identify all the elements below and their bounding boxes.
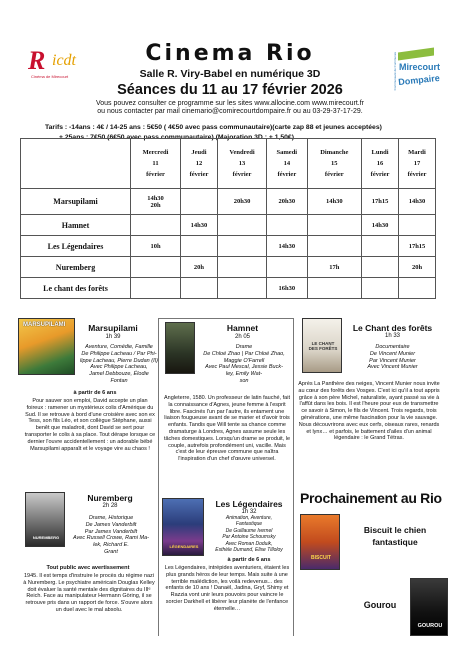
schedule-corner	[21, 139, 131, 189]
legendaires-title: Les Légendaires	[215, 499, 283, 509]
showtime-cell: 17h15	[362, 189, 399, 215]
nuremberg-synopsis: 1945. Il est temps d'instruire le procès du régime nazi à Nuremberg. Le psychiatre américain Douglas Kelley doit évaluer la santé mentale des dignitaires du IIIᵉ Reich. Face au manipulateur Hermann Göring, il se retrouve pris dans un rapport de force. S'ouvre alors un duel avec le mal absolu.	[23, 573, 155, 613]
nuremberg-duration: 2h 28	[102, 503, 118, 509]
community-logo	[393, 50, 443, 100]
pricing-line2: + 25ans : 7€50 (6€50 avec pass communautaire) (Majoration 3D : + 1,50€)	[59, 133, 294, 141]
showtime-cell: 17h	[307, 257, 362, 278]
day-header: Dimanche 15 février	[307, 139, 362, 189]
showtime-cell	[362, 257, 399, 278]
showtime-cell	[217, 215, 266, 236]
marsupilami-duration: 1h 39	[105, 334, 121, 340]
showtime-cell	[217, 257, 266, 278]
showtime-cell: 20h30	[267, 189, 307, 215]
hamnet-synopsis: Angleterre, 1580. Un professeur de latin fauché, fait la connaissance d'Agnes, jeune femme à l'esprit libre. Fascinés l'un par l'autre, ils entament une liaison fougueuse avant de se marier et d'avoir trois enfants. Tandis que Will tente sa chance comme dramaturge à Londres, Agnes assume seule les tâches domestiques. Lorsqu'un drame se produit, le couple, autrefois profondément uni, vacille. Mais c'est de leur épreuve commune que naîtra l'inspiration d'un chef d'œuvre universel.	[163, 395, 291, 463]
nuremberg-rating: Tout public avec avertissement	[46, 565, 130, 571]
day-header: Mercredi 11 février	[131, 139, 181, 189]
chant-synopsis: Après La Panthère des neiges, Vincent Munier nous invite au cœur des forêts des Vosges. C'est ici qu'il a tout appris grâce à son père Michel, naturaliste, ayant passé sa vie à l'affût dans les bois. Il est l'heure pour eux de transmettre ce savoir à Simon, le fils de Vincent. Trois regards, trois générations, une même fascination pour la vie sauvage. Nous découvrirons avec eux cerfs, oiseaux rares, renards et lynx… et parfois, le battement d'ailes d'un animal légendaire : le Grand Tétras.	[298, 381, 440, 442]
logo-dompaire: Dompaire	[397, 72, 441, 88]
legendaires-poster: LÉGENDAIRES	[162, 498, 204, 556]
showtime-cell	[307, 236, 362, 257]
chant-title: Le Chant des forêts	[352, 323, 433, 333]
showtime-cell: 20h30	[217, 189, 266, 215]
film-name: Nuremberg	[21, 257, 131, 278]
day-header: Lundi 16 février	[362, 139, 399, 189]
day-header: Vendredi 13 février	[217, 139, 266, 189]
logo-mirecourt: Mirecourt	[399, 62, 441, 72]
film-name: Le chant des forêts	[21, 278, 131, 299]
chant-poster: LE CHANT DES FORÊTS	[302, 318, 342, 373]
session-dates: Séances du 11 au 17 février 2026	[117, 82, 343, 98]
day-header: Mardi 17 février	[399, 139, 436, 189]
page-subtitle: Salle R. Viry-Babel en numérique 3D	[139, 68, 321, 80]
upcoming-heading: Prochainement au Rio	[300, 490, 442, 506]
hamnet-duration: 2h 05	[234, 334, 250, 340]
schedule-row	[21, 278, 436, 299]
nuremberg-title: Nuremberg	[87, 493, 133, 503]
showtime-cell	[181, 189, 218, 215]
hamnet-poster	[165, 322, 195, 374]
showtime-cell: 17h15	[399, 236, 436, 257]
schedule-table	[20, 138, 436, 299]
film-name: Les Légendaires	[21, 236, 131, 257]
hamnet-title: Hamnet	[226, 323, 259, 333]
nuremberg-credits: Drame, Historique De James Vanderbilt Par James Vanderbilt Avec Russell Crowe, Rami Ma- lek, Richard E. Grant	[72, 515, 149, 555]
showtime-cell	[217, 278, 266, 299]
showtime-cell	[307, 278, 362, 299]
legendaires-duration: 1h 32	[241, 509, 257, 515]
showtime-cell	[362, 278, 399, 299]
logo-subtitle: Cinéma de Mirecourt	[31, 74, 69, 79]
hamnet-credits: Drame De Chloé Zhao | Par Chloé Zhao, Maggie O'Farrell Avec Paul Mescal, Jessie Buck- ley, Emily Wat- son	[203, 344, 285, 384]
upcoming-film1: Biscuit le chien fantastique	[363, 525, 427, 547]
logo-letter-r: R	[28, 46, 46, 75]
showtime-cell: 14h30	[181, 215, 218, 236]
showtime-cell: 20h	[181, 257, 218, 278]
showtime-cell	[131, 215, 181, 236]
logo-green-band	[398, 47, 434, 60]
marsupilami-synopsis: Pour sauver son emploi, David accepte un plan foireux : ramener un mystérieux colis d'Amérique du Sud. Il se retrouve à bord d'une croisière avec son ex Tess, son fils Léo, et son collègue Stéphane, aussi benêt que maladroit, dont David se sert pour transporter le colis à sa place. Tout dérape lorsque ce dernier l'ouvre accidentellement : un adorable bébé Marsupilami apparaît et le voyage vire au chaos !	[24, 398, 156, 452]
showtime-cell	[362, 236, 399, 257]
showtime-cell	[267, 215, 307, 236]
contact-info-line1: Vous pouvez consulter ce programme sur les sites www.allocine.com www.mirecourt.fr	[95, 100, 365, 107]
showtime-cell	[399, 215, 436, 236]
contact-info-line2: ou nous contacter par mail cinemario@comirecourtdompaire.fr ou au 03-29-37-17-29.	[97, 108, 363, 116]
schedule-row	[21, 189, 436, 215]
day-header: Samedi 14 février	[267, 139, 307, 189]
upcoming-film2: Gourou	[363, 600, 397, 610]
showtime-cell: 20h	[399, 257, 436, 278]
marsupilami-credits: Aventure, Comédie, Famille De Philippe Lacheau / Par Phi- lippe Lacheau, Pierre Dudan (II) Avec Philippe Lacheau, Jamel Debbouze, Élodie Fontan	[80, 344, 158, 384]
chant-duration: 1h 33	[384, 333, 400, 339]
marsupilami-title: Marsupilami	[88, 323, 138, 333]
day-header: Jeudi 12 février	[181, 139, 218, 189]
showtime-cell	[131, 257, 181, 278]
gourou-poster: GOUROU	[410, 578, 448, 636]
showtime-cell: 14h30	[362, 215, 399, 236]
contact-info	[40, 100, 420, 117]
schedule-header-row	[21, 139, 436, 189]
showtime-cell: 14h30	[399, 189, 436, 215]
showtime-cell: 14h30	[307, 189, 362, 215]
showtime-cell: 14h30	[267, 236, 307, 257]
logo-text: icdt	[52, 52, 76, 69]
film-name: Marsupilami	[21, 189, 131, 215]
showtime-cell	[217, 236, 266, 257]
page-title: Cinema Rio	[145, 41, 315, 66]
legendaires-age: à partir de 6 ans	[227, 557, 271, 563]
showtime-cell: 16h30	[267, 278, 307, 299]
biscuit-poster: BISCUIT	[300, 514, 340, 570]
schedule-row	[21, 257, 436, 278]
showtime-cell: 10h	[131, 236, 181, 257]
schedule-row	[21, 215, 436, 236]
nuremberg-poster: NUREMBERG	[25, 492, 65, 547]
showtime-cell: 14h30 20h	[131, 189, 181, 215]
chant-credits: Documentaire De Vincent Munier Par Vincent Munier Avec Vincent Munier	[367, 344, 418, 371]
schedule-row	[21, 236, 436, 257]
logo-side-text: Communauté de Communes	[393, 52, 397, 91]
pricing-line1: Tarifs : -14ans : 4€ / 14-25 ans : 5€50 ( 4€50 avec pass communautaire)(carte zap 88 et jeunes acceptées)	[45, 124, 382, 131]
showtime-cell	[181, 236, 218, 257]
legendaires-synopsis: Les Légendaires, intrépides aventuriers, étaient les plus grands héros de leur temps. Mais suite à une terrible malédiction, les voilà redevenus... des enfants de 10 ans ! Danaël, Jadina, Gryf, Shimy et Razzia vont unir leurs pouvoirs pour vaincre le sorcier Darkhell et libérer leur planète de l'enfance éternelle…	[164, 565, 290, 612]
showtime-cell	[307, 215, 362, 236]
marsupilami-age: à partir de 6 ans	[73, 390, 117, 396]
showtime-cell	[131, 278, 181, 299]
legendaires-credits: Animation, Aventure, Fantastique De Guillaume Ivernel Par Antoine Schoumsky Avec Roman Doduik, Esthèle Dumand, Elise Tilloloy	[215, 515, 283, 554]
showtime-cell	[267, 257, 307, 278]
showtime-cell	[399, 278, 436, 299]
marsupilami-poster: MARSUPILAMI	[18, 318, 75, 375]
film-name: Hamnet	[21, 215, 131, 236]
showtime-cell	[181, 278, 218, 299]
